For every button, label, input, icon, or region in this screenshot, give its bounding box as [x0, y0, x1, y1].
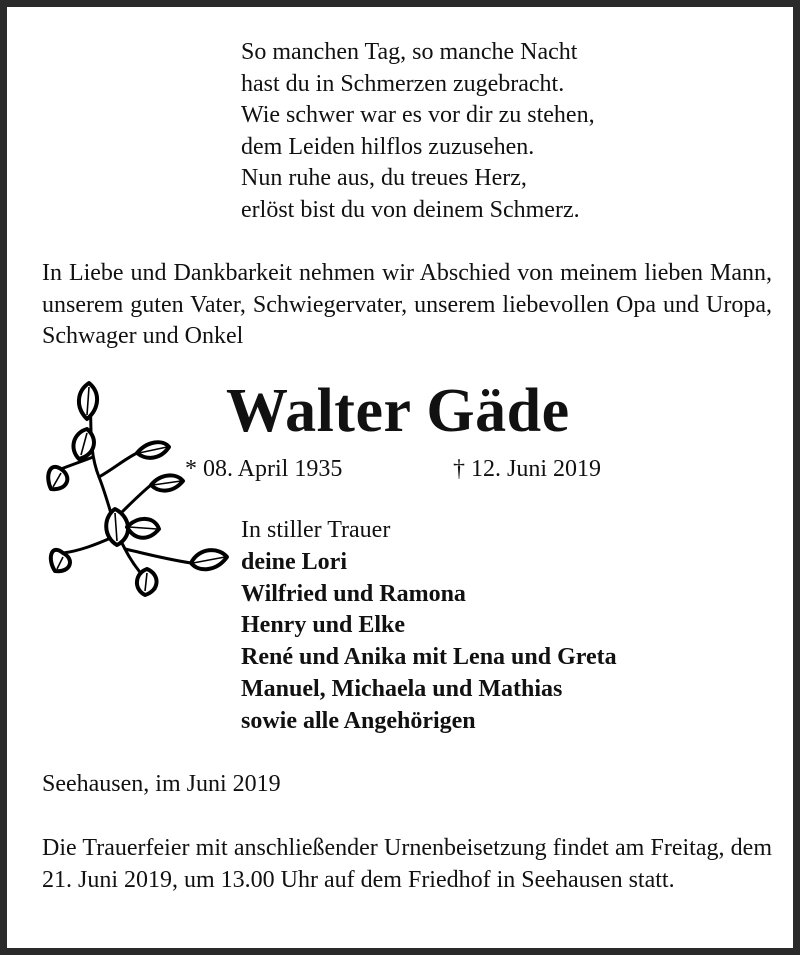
leaf-branch-icon	[43, 377, 233, 602]
poem-line: hast du in Schmerzen zugebracht.	[241, 70, 565, 97]
death-date: † 12. Juni 2019	[453, 456, 602, 482]
poem-line: erlöst bist du von deinem Schmerz.	[241, 196, 580, 223]
poem-line: So manchen Tag, so manche Nacht	[241, 39, 578, 65]
mourning-lead: In stiller Trauer	[241, 517, 391, 543]
mourner-name: sowie alle Angehörigen	[241, 707, 476, 734]
poem-line: Wie schwer war es vor dir zu stehen,	[241, 102, 595, 128]
poem	[241, 37, 761, 226]
funeral-service-info: Die Trauerfeier mit anschließender Urnenbeisetzung findet am Freitag, dem 21. Juni 2019, um 13.00 Uhr auf dem Friedhof in Seehausen statt.	[42, 835, 772, 893]
mourner-name: Henry und Elke	[241, 612, 406, 639]
life-dates	[185, 453, 645, 485]
poem-line: Nun ruhe aus, du treues Herz,	[241, 165, 527, 191]
mourner-name: deine Lori	[241, 548, 347, 575]
mourner-name: Manuel, Michaela und Mathias	[241, 675, 563, 702]
intro-text: In Liebe und Dankbarkeit nehmen wir Abschied von meinem lieben Mann, unserem guten Vater, Schwiegervater, unserem liebevollen Opa und Uropa, Schwager und Onkel	[42, 260, 772, 349]
mourner-name: Wilfried und Ramona	[241, 580, 466, 607]
mourners-list	[241, 515, 761, 738]
place-and-date: Seehausen, im Juni 2019	[42, 771, 281, 797]
mourner-name: René und Anika mit Lena und Greta	[241, 644, 617, 671]
birth-date: * 08. April 1935	[185, 456, 343, 482]
deceased-name: Walter Gäde	[226, 377, 570, 445]
poem-line: dem Leiden hilflos zuzusehen.	[241, 133, 535, 160]
